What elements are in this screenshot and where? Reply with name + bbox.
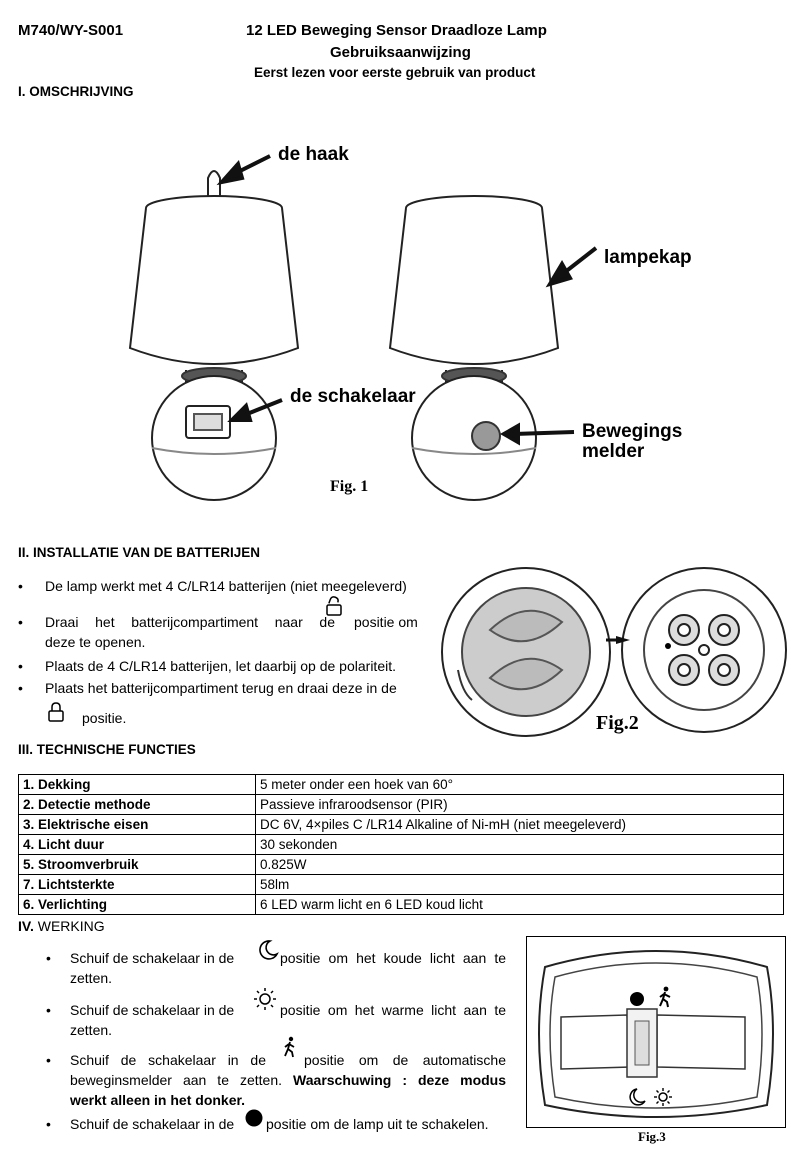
table-row bbox=[19, 795, 784, 815]
lock-icon bbox=[46, 702, 66, 722]
bullet-text-cont: zetten. bbox=[70, 970, 113, 986]
fig3-frame bbox=[526, 936, 786, 1128]
fig3-walk-icon bbox=[660, 987, 670, 1007]
list-item: • Schuif de schakelaar in de positie om het warme licht aan te zetten. bbox=[44, 1000, 506, 1044]
off-dot-icon bbox=[244, 1108, 264, 1128]
bullet-text: Schuif de schakelaar in de bbox=[70, 1116, 235, 1132]
sun-icon bbox=[252, 986, 278, 1012]
section-werking-heading bbox=[18, 918, 105, 934]
callout-hook: de haak bbox=[278, 144, 349, 165]
spec-key: 4. Licht duur bbox=[19, 835, 256, 855]
walking-person-icon bbox=[280, 1036, 300, 1058]
spec-value: 5 meter onder een hoek van 60° bbox=[256, 775, 784, 795]
bullet-text-suffix: positie om het koude licht aan te bbox=[280, 950, 506, 966]
fig1-label: Fig. 1 bbox=[330, 478, 369, 495]
bullet-text-suffix: positie om bbox=[354, 614, 418, 630]
bullet-text: Schuif de schakelaar in de bbox=[70, 1052, 266, 1068]
callout-switch: de schakelaar bbox=[290, 386, 416, 407]
section-werking-title: WERKING bbox=[37, 918, 105, 934]
callout-sensor-line2: melder bbox=[582, 441, 645, 462]
spec-value: 0.825W bbox=[256, 855, 784, 875]
spec-key: 6. Verlichting bbox=[19, 895, 256, 915]
fig3-label: Fig.3 bbox=[638, 1129, 666, 1144]
bullet-text: Plaats de 4 C/LR14 batterijen, let daarbij op de polariteit. bbox=[45, 658, 396, 674]
warning-text: Waarschuwing : deze modus bbox=[293, 1072, 507, 1088]
lamp-left bbox=[130, 171, 298, 500]
list-item: • Schuif de schakelaar in de positie om de lamp uit te schakelen. bbox=[44, 1114, 506, 1136]
table-row bbox=[19, 775, 784, 795]
callout-sensor bbox=[582, 422, 682, 462]
model-code: M740/WY-S001 bbox=[18, 22, 124, 39]
fig3-sun-icon bbox=[654, 1088, 672, 1106]
motion-sensor-dot bbox=[472, 422, 500, 450]
table-row bbox=[19, 875, 784, 895]
bullet-text: Plaats het batterijcompartiment terug en draai deze in de bbox=[45, 680, 397, 696]
spec-value: 58lm bbox=[256, 875, 784, 895]
callout-sensor-line1: Bewegings bbox=[582, 421, 683, 442]
bullet-text: De lamp werkt met 4 C/LR14 batterijen (niet meegeleverd) bbox=[45, 578, 407, 594]
table-row bbox=[19, 855, 784, 875]
bullet-text: Schuif de schakelaar in de bbox=[70, 1002, 235, 1018]
table-row bbox=[19, 895, 784, 915]
read-first-note: Eerst lezen voor eerste gebruik van product bbox=[254, 65, 536, 80]
bullet-text: Draai het batterijcompartiment naar de bbox=[45, 614, 335, 630]
moon-icon bbox=[256, 938, 280, 962]
bullet-text-cont-part: beweginsmelder aan te zetten. bbox=[70, 1072, 283, 1088]
table-row bbox=[19, 815, 784, 835]
specs-table bbox=[18, 774, 784, 915]
spec-key: 1. Dekking bbox=[19, 775, 256, 795]
document-title: 12 LED Beweging Sensor Draadloze Lamp bbox=[246, 22, 547, 39]
callout-shade: lampekap bbox=[604, 247, 692, 268]
spec-value: 30 sekonden bbox=[256, 835, 784, 855]
bullet-text-suffix: positie om het warme licht aan te bbox=[280, 1002, 506, 1018]
spec-value: Passieve infraroodsensor (PIR) bbox=[256, 795, 784, 815]
lamp-right bbox=[390, 196, 558, 500]
bullet-text-cont: deze te openen. bbox=[45, 634, 146, 650]
section-technische-heading: III. TECHNISCHE FUNCTIES bbox=[18, 742, 196, 757]
unlock-icon bbox=[324, 596, 344, 616]
bullet-text-cont bbox=[70, 1070, 506, 1090]
list-item: • Schuif de schakelaar in de positie om de automatische beweginsmelder aan te zetten. Waarschuwing : deze modus werkt alleen in het donker. bbox=[44, 1050, 506, 1114]
spec-value: 6 LED warm licht en 6 LED koud licht bbox=[256, 895, 784, 915]
document-subtitle: Gebruiksaanwijzing bbox=[330, 44, 471, 61]
spec-key: 2. Detectie methode bbox=[19, 795, 256, 815]
bullet-text-suffix: positie om de automatische bbox=[304, 1052, 506, 1068]
section-werking-number: IV. bbox=[18, 918, 34, 934]
section-batterijen-heading: II. INSTALLATIE VAN DE BATTERIJEN bbox=[18, 545, 261, 560]
section-omschrijving-heading: I. OMSCHRIJVING bbox=[18, 84, 134, 99]
spec-key: 5. Stroomverbruik bbox=[19, 855, 256, 875]
bullet-text-suffix: positie om de lamp uit te schakelen. bbox=[266, 1116, 489, 1132]
bullet-text-cont: positie. bbox=[82, 710, 127, 726]
table-row bbox=[19, 835, 784, 855]
spec-key: 3. Elektrische eisen bbox=[19, 815, 256, 835]
bullet-text-cont: zetten. bbox=[70, 1022, 113, 1038]
list-item: • Schuif de schakelaar in de positie om het koude licht aan te zetten. bbox=[44, 948, 506, 992]
warning-text-cont: werkt alleen in het donker. bbox=[70, 1092, 246, 1108]
spec-value: DC 6V, 4×piles C /LR14 Alkaline of Ni-mH (niet meegeleverd) bbox=[256, 815, 784, 835]
bullet-text: Schuif de schakelaar in de bbox=[70, 950, 235, 966]
spec-key: 7. Lichtsterkte bbox=[19, 875, 256, 895]
fig2-label: Fig.2 bbox=[596, 712, 639, 734]
fig3-switch-illustration bbox=[527, 937, 785, 1127]
